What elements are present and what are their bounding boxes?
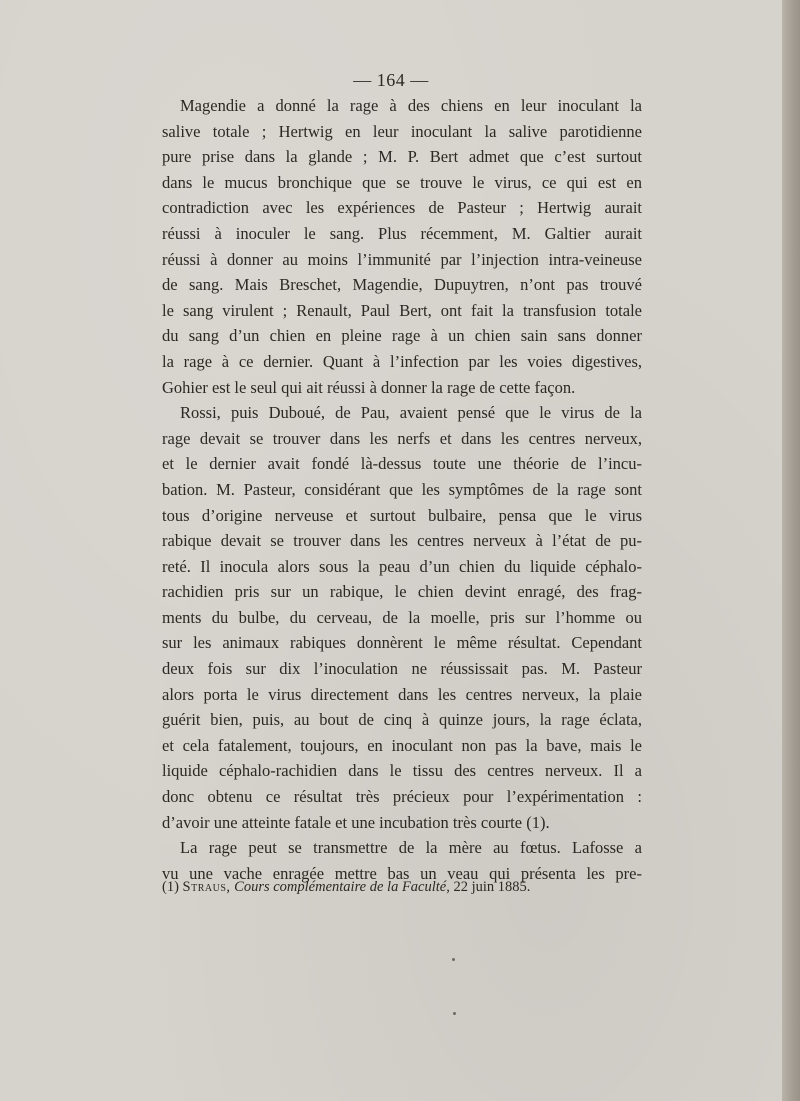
text-line: sur les animaux rabiques donnèrent le même résultat. Cependant xyxy=(162,633,642,653)
text-line: et le dernier avait fondé là-dessus toute une théorie de l’incu- xyxy=(162,454,642,474)
text-line: de sang. Mais Breschet, Magendie, Dupuytren, n’ont pas trouvé xyxy=(162,275,642,295)
text-line: la rage à ce dernier. Quant à l’infection par les voies digestives, xyxy=(162,351,642,371)
text-line: deux fois sur dix l’inoculation ne réussissait pas. M. Pasteur xyxy=(162,659,642,679)
footnote-work: Cours complémentaire de la Faculté, xyxy=(234,879,450,895)
text-line: guérit bien, puis, au bout de cinq à quinze jours, la rage éclata, xyxy=(162,710,642,730)
text-line: réussi à inoculer le sang. Plus récemment, M. Galtier aurait xyxy=(162,223,642,243)
text-line: salive totale ; Hertwig en leur inoculant la salive parotidienne xyxy=(162,121,642,141)
page-number: — 164 — xyxy=(353,70,429,90)
text-line: dans le mucus bronchique que se trouve le virus, ce qui est en xyxy=(162,172,642,192)
text-line: du sang d’un chien en pleine rage à un chien sain sans donner xyxy=(162,326,642,346)
text-line: réussi à donner au moins l’immunité par l’injection intra-veineuse xyxy=(162,249,642,269)
text-line: ments du bulbe, du cerveau, de la moelle, pris sur l’homme ou xyxy=(162,607,642,627)
paper-speck xyxy=(453,1012,456,1015)
footnote-date: 22 juin 1885. xyxy=(453,879,531,895)
paper-speck xyxy=(452,958,455,961)
text-line: liquide céphalo-rachidien dans le tissu des centres nerveux. Il a xyxy=(162,761,642,781)
text-line: rabique devait se trouver dans les centres nerveux à l’état de pu- xyxy=(162,531,642,551)
text-line: contradiction avec les expériences de Pasteur ; Hertwig aurait xyxy=(162,198,642,218)
body-text xyxy=(162,93,642,886)
text-line: Magendie a donné la rage à des chiens en leur inoculant la xyxy=(180,96,642,115)
text-line: tous d’origine nerveuse et surtout bulbaire, pensa que le virus xyxy=(162,505,642,525)
footnote xyxy=(162,878,642,896)
text-line: bation. M. Pasteur, considérant que les symptômes de la rage sont xyxy=(162,479,642,499)
text-line: vu une vache enragée mettre bas un veau qui présenta les pre- xyxy=(162,863,642,883)
text-line: le sang virulent ; Renault, Paul Bert, ont fait la transfusion totale xyxy=(162,300,642,320)
text-line: d’avoir une atteinte fatale et une incubation très courte (1). xyxy=(162,812,550,832)
text-line: Gohier est le seul qui ait réussi à donner la rage de cette façon. xyxy=(162,377,576,397)
text-line: donc obtenu ce résultat très précieux pour l’expérimentation : xyxy=(162,787,642,807)
footnote-author: Straus, xyxy=(182,879,231,895)
text-line: et cela fatalement, toujours, en inoculant non pas la bave, mais le xyxy=(162,735,642,755)
footnote-marker: (1) xyxy=(162,879,179,895)
text-line: rage devait se trouver dans les nerfs et dans les centres nerveux, xyxy=(162,428,642,448)
text-line: alors porta le virus directement dans les centres nerveux, la plaie xyxy=(162,684,642,704)
text-line: pure prise dans la glande ; M. P. Bert admet que c’est surtout xyxy=(162,147,642,167)
text-line: rachidien pris sur un rabique, le chien devint enragé, des frag- xyxy=(162,582,642,602)
page-edge xyxy=(782,0,800,1101)
text-line: La rage peut se transmettre de la mère au fœtus. Lafosse a xyxy=(180,838,642,858)
text-line: Rossi, puis Duboué, de Pau, avaient pensé que le virus de la xyxy=(180,403,642,423)
text-line: reté. Il inocula alors sous la peau d’un chien du liquide céphalo- xyxy=(162,556,642,576)
